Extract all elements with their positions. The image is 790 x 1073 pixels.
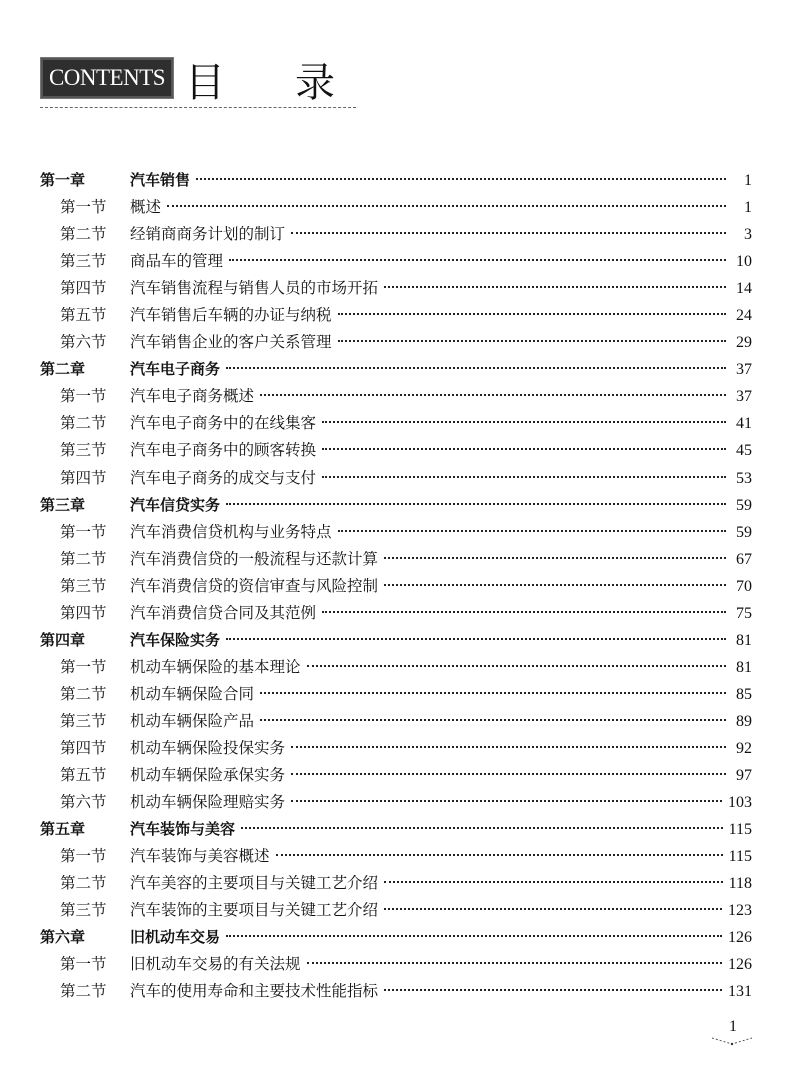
toc-dot-leader — [338, 340, 726, 342]
toc-entry-number: 第一章 — [40, 171, 86, 189]
toc-page-number: 53 — [736, 469, 752, 487]
header-dashed-rule — [40, 107, 356, 108]
toc-entry-number: 第四节 — [60, 468, 107, 487]
toc-entry-title: 汽车消费信贷的一般流程与还款计算 — [130, 549, 379, 568]
toc-section-row[interactable] — [40, 221, 752, 248]
toc-entry-number: 第六节 — [60, 793, 107, 812]
toc-section-row[interactable] — [40, 762, 752, 789]
toc-chapter-row[interactable] — [40, 356, 752, 383]
toc-chapter-row[interactable] — [40, 167, 752, 194]
toc-entry-number: 第二节 — [60, 549, 107, 568]
toc-entry-number: 第六节 — [60, 333, 107, 352]
toc-section-row[interactable] — [40, 275, 752, 302]
toc-entry-title: 汽车装饰的主要项目与关键工艺介绍 — [130, 901, 379, 920]
toc-page-number: 1 — [744, 172, 752, 189]
toc-section-row[interactable] — [40, 897, 752, 924]
toc-page-number: 14 — [736, 280, 752, 298]
page-title: 目录 — [185, 60, 405, 106]
toc-entry-number: 第三节 — [60, 901, 107, 920]
toc-page-number: 1 — [744, 199, 752, 217]
toc-entry-title: 汽车电子商务中的顾客转换 — [130, 441, 317, 460]
toc-entry-number: 第五节 — [60, 766, 107, 785]
toc-page-number: 29 — [736, 334, 752, 352]
toc-page-number: 126 — [728, 956, 752, 974]
toc-entry-number: 第二节 — [60, 414, 107, 433]
toc-page-number: 67 — [736, 550, 752, 568]
toc-section-row[interactable] — [40, 410, 752, 437]
toc-dot-leader — [260, 692, 726, 694]
toc-page-number: 37 — [736, 361, 752, 379]
toc-entry-title: 旧机动车交易的有关法规 — [130, 955, 301, 974]
toc-entry-title: 汽车装饰与美容概述 — [130, 847, 270, 866]
toc-page-number: 81 — [736, 631, 752, 649]
toc-section-row[interactable] — [40, 573, 752, 600]
toc-dot-leader — [260, 394, 726, 396]
toc-page-number: 118 — [728, 875, 752, 893]
toc-entry-number: 第四章 — [40, 630, 86, 649]
toc-dot-leader — [226, 935, 722, 937]
toc-dot-leader — [322, 611, 726, 613]
toc-dot-leader — [384, 908, 722, 910]
toc-entry-number: 第四节 — [60, 279, 107, 298]
toc-dot-leader — [229, 259, 726, 261]
toc-page-number: 123 — [728, 902, 752, 920]
toc-entry-number: 第二节 — [60, 684, 107, 703]
toc-dot-leader — [291, 800, 722, 802]
toc-entry-number: 第一节 — [60, 657, 107, 676]
toc-page-number: 59 — [736, 523, 752, 541]
toc-page-number: 115 — [728, 821, 752, 839]
toc-entry-title: 汽车销售企业的客户关系管理 — [130, 333, 332, 352]
toc-entry-number: 第五节 — [60, 306, 107, 325]
contents-badge: CONTENTS — [40, 57, 174, 99]
toc-dot-leader — [322, 448, 726, 450]
toc-entry-number: 第二节 — [60, 225, 107, 244]
toc-dot-leader — [384, 557, 726, 559]
toc-entry-number: 第一节 — [60, 522, 107, 541]
toc-entry-title: 汽车电子商务中的在线集客 — [130, 414, 317, 433]
toc-entry-title: 汽车信贷实务 — [130, 495, 221, 514]
toc-entry-number: 第二节 — [60, 982, 107, 1001]
toc-entry-number: 第三节 — [60, 576, 107, 595]
toc-entry-title: 商品车的管理 — [130, 252, 224, 271]
toc-entry-number: 第五章 — [40, 820, 86, 839]
toc-page-number: 45 — [736, 442, 752, 460]
toc-entry-number: 第一节 — [60, 847, 107, 866]
toc-page-number: 59 — [736, 496, 752, 514]
toc-dot-leader — [384, 989, 722, 991]
toc-section-row[interactable] — [40, 437, 752, 464]
toc-section-row[interactable] — [40, 546, 752, 573]
toc-entry-number: 第六章 — [40, 928, 86, 947]
toc-chapter-row[interactable] — [40, 816, 752, 843]
toc-page-number: 126 — [728, 929, 752, 947]
toc-dot-leader — [338, 530, 726, 532]
toc-page-number: 92 — [736, 739, 752, 757]
toc-dot-leader — [307, 665, 726, 667]
toc-page-number: 37 — [736, 388, 752, 406]
toc-page-number: 41 — [736, 415, 752, 433]
table-of-contents — [40, 167, 752, 1005]
toc-section-row[interactable] — [40, 951, 752, 978]
toc-page-number: 103 — [728, 794, 752, 812]
toc-dot-leader — [291, 232, 726, 234]
toc-entry-title: 机动车辆保险承保实务 — [130, 766, 286, 785]
toc-entry-number: 第四节 — [60, 603, 107, 622]
toc-section-row[interactable] — [40, 843, 752, 870]
toc-page-number: 70 — [736, 577, 752, 595]
toc-entry-title: 汽车保险实务 — [130, 630, 221, 649]
toc-dot-leader — [384, 881, 723, 883]
toc-dot-leader — [384, 286, 726, 288]
toc-entry-number: 第四节 — [60, 738, 107, 757]
toc-dot-leader — [322, 421, 726, 423]
toc-dot-leader — [322, 476, 726, 478]
toc-dot-leader — [338, 313, 726, 315]
toc-page-number: 81 — [736, 658, 752, 676]
toc-entry-number: 第一节 — [60, 955, 107, 974]
toc-section-row[interactable] — [40, 519, 752, 546]
toc-chapter-row[interactable] — [40, 492, 752, 519]
toc-dot-leader — [276, 854, 723, 856]
toc-page-number: 85 — [736, 685, 752, 703]
toc-entry-title: 汽车消费信贷机构与业务特点 — [130, 522, 332, 541]
toc-entry-title: 汽车销售 — [130, 171, 191, 189]
toc-entry-number: 第二节 — [60, 874, 107, 893]
footer-page-number: 1 — [729, 1018, 737, 1035]
toc-entry-title: 汽车电子商务概述 — [130, 387, 255, 406]
toc-dot-leader — [196, 178, 726, 180]
toc-section-row[interactable] — [40, 708, 752, 735]
toc-dot-leader — [291, 773, 726, 775]
toc-page-number: 97 — [736, 767, 752, 785]
toc-entry-title: 旧机动车交易 — [130, 928, 221, 947]
toc-entry-number: 第三节 — [60, 711, 107, 730]
toc-entry-title: 机动车辆保险产品 — [130, 711, 255, 730]
toc-section-row[interactable] — [40, 302, 752, 329]
toc-section-row[interactable] — [40, 681, 752, 708]
toc-page-number: 115 — [728, 848, 752, 866]
toc-entry-title: 机动车辆保险投保实务 — [130, 738, 286, 757]
toc-page-number: 3 — [744, 226, 752, 244]
toc-section-row[interactable] — [40, 654, 752, 681]
toc-page-number: 24 — [736, 307, 752, 325]
toc-section-row[interactable] — [40, 329, 752, 356]
toc-section-row[interactable] — [40, 735, 752, 762]
footer-ornament-icon — [710, 1036, 754, 1046]
toc-entry-title: 概述 — [130, 198, 162, 217]
toc-dot-leader — [167, 205, 726, 207]
toc-dot-leader — [226, 367, 726, 369]
toc-chapter-row[interactable] — [40, 924, 752, 951]
toc-entry-number: 第三章 — [40, 495, 86, 514]
toc-entry-title: 汽车销售后车辆的办证与纳税 — [130, 306, 332, 325]
toc-section-row[interactable] — [40, 978, 752, 1005]
toc-entry-title: 汽车美容的主要项目与关键工艺介绍 — [130, 874, 379, 893]
toc-entry-title: 汽车电子商务 — [130, 360, 221, 379]
toc-dot-leader — [241, 827, 723, 829]
toc-entry-number: 第一节 — [60, 198, 107, 217]
toc-page-number: 10 — [736, 253, 752, 271]
toc-entry-number: 第二章 — [40, 360, 86, 379]
toc-entry-title: 汽车的使用寿命和主要技术性能指标 — [130, 982, 379, 1001]
toc-entry-number: 第一节 — [60, 387, 107, 406]
toc-section-row[interactable] — [40, 248, 752, 275]
toc-page-number: 75 — [736, 604, 752, 622]
toc-entry-title: 汽车电子商务的成交与支付 — [130, 468, 317, 487]
toc-section-row[interactable] — [40, 465, 752, 492]
toc-section-row[interactable] — [40, 789, 752, 816]
toc-entry-number: 第三节 — [60, 252, 107, 271]
toc-section-row[interactable] — [40, 383, 752, 410]
toc-chapter-row[interactable] — [40, 627, 752, 654]
toc-entry-title: 汽车装饰与美容 — [130, 820, 236, 839]
toc-dot-leader — [384, 584, 726, 586]
toc-section-row[interactable] — [40, 194, 752, 221]
toc-dot-leader — [307, 962, 722, 964]
toc-entry-title: 机动车辆保险理赔实务 — [130, 793, 286, 812]
toc-section-row[interactable] — [40, 870, 752, 897]
toc-dot-leader — [260, 719, 726, 721]
toc-entry-title: 汽车销售流程与销售人员的市场开拓 — [130, 279, 379, 298]
toc-section-row[interactable] — [40, 600, 752, 627]
toc-entry-number: 第三节 — [60, 441, 107, 460]
toc-dot-leader — [291, 746, 726, 748]
toc-entry-title: 机动车辆保险合同 — [130, 684, 255, 703]
toc-dot-leader — [226, 638, 726, 640]
toc-dot-leader — [226, 503, 726, 505]
toc-page-number: 89 — [736, 712, 752, 730]
toc-entry-title: 汽车消费信贷的资信审查与风险控制 — [130, 576, 379, 595]
toc-entry-title: 机动车辆保险的基本理论 — [130, 657, 301, 676]
toc-entry-title: 经销商商务计划的制订 — [130, 225, 286, 244]
toc-entry-title: 汽车消费信贷合同及其范例 — [130, 603, 317, 622]
toc-page-number: 131 — [728, 983, 752, 1001]
